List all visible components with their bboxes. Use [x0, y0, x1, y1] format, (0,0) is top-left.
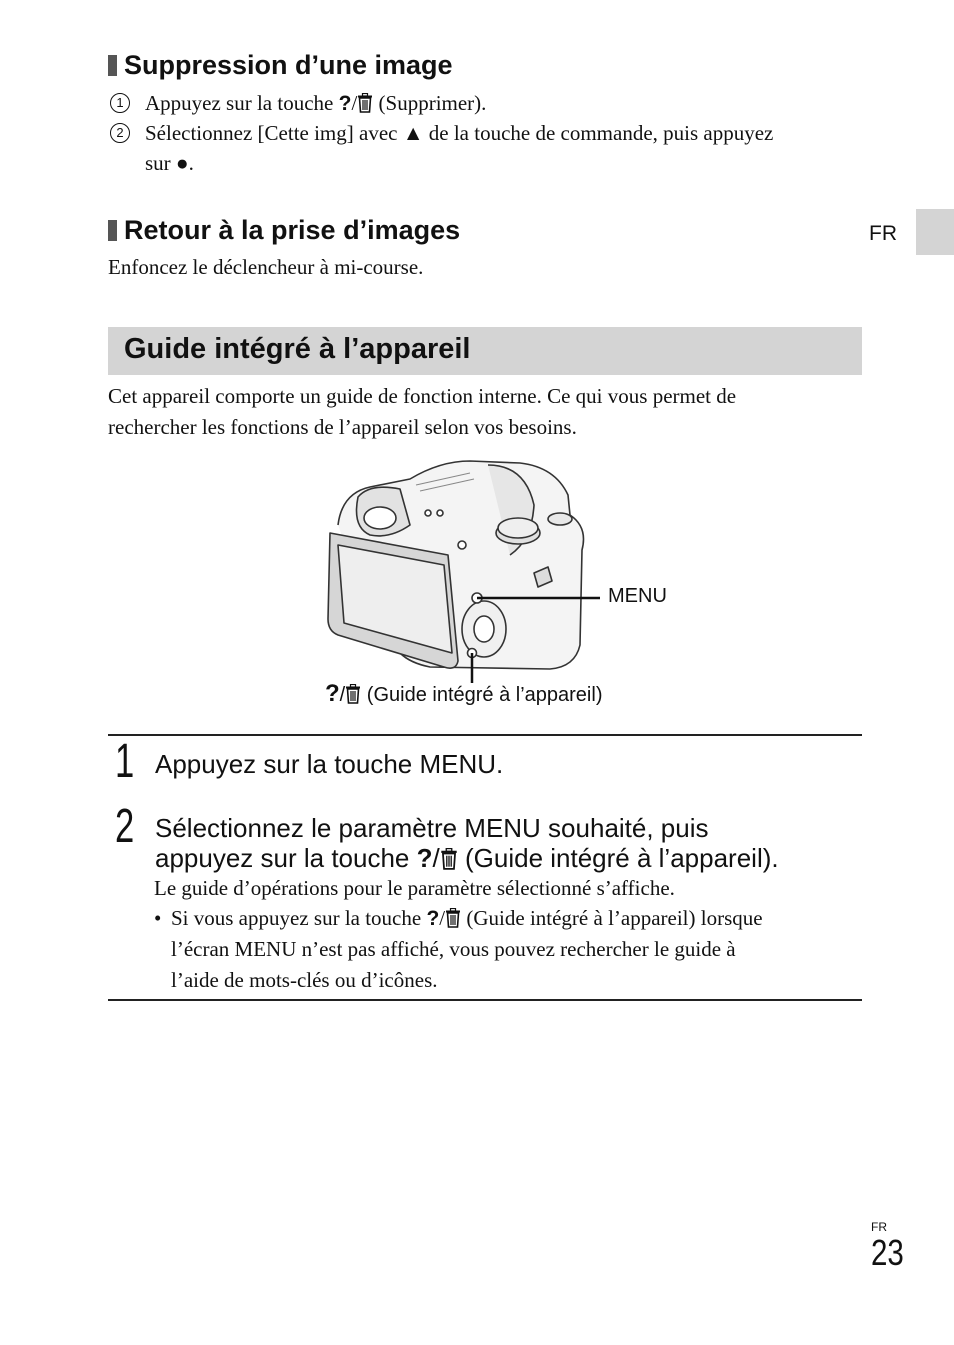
section-heading-delete-text: Suppression d’une image: [124, 50, 453, 80]
label-help-text: (Guide intégré à l’appareil): [366, 684, 603, 706]
step-2-title: [155, 813, 865, 873]
trash-icon: [440, 848, 458, 870]
icon-separator: /: [351, 91, 358, 115]
step-2-bullet: [154, 903, 864, 996]
help-icon: ?: [426, 907, 440, 930]
step-number-badge: 1: [110, 93, 130, 113]
step-1-number: 1: [115, 735, 135, 788]
step-2-number: 2: [115, 800, 135, 853]
help-icon: ?: [416, 843, 433, 873]
help-icon: ?: [325, 680, 340, 707]
bullet-line-3: l’aide de mots-clés ou d’icônes.: [171, 968, 438, 992]
bullet-marker: •: [154, 906, 162, 930]
icon-separator: /: [432, 843, 440, 873]
procedure-bottom-rule: [108, 999, 862, 1001]
help-icon: ?: [338, 92, 352, 115]
guide-intro: [108, 381, 868, 443]
delete-step-1: [110, 88, 870, 119]
delete-step-1-text-before: Appuyez sur la touche: [145, 91, 334, 115]
section-heading-return: [108, 215, 460, 245]
heading-marker: [108, 55, 117, 76]
return-instruction: Enfoncez le déclencheur à mi-course.: [108, 255, 424, 279]
step-number-badge: 2: [110, 123, 130, 143]
bullet-text-after: (Guide intégré à l’appareil) lorsque: [466, 906, 763, 930]
guide-intro-line-1: Cet appareil comporte un guide de fonction interne. Ce qui vous permet de: [108, 384, 737, 408]
banner-title: Guide intégré à l’appareil: [124, 333, 471, 365]
guide-intro-line-2: rechercher les fonctions de l’appareil selon vos besoins.: [108, 415, 577, 439]
label-help-button: [325, 680, 602, 708]
language-tab: [916, 209, 954, 255]
delete-step-2: [110, 118, 870, 178]
trash-icon: [445, 908, 461, 928]
label-menu-button: MENU: [608, 585, 667, 607]
step-2-title-line-1: Sélectionnez le paramètre MENU souhaité, puis: [155, 813, 709, 843]
delete-step-2-line-2: sur ●.: [145, 151, 194, 175]
bullet-line-2: l’écran MENU n’est pas affiché, vous pouvez rechercher le guide à: [171, 937, 736, 961]
step-2-title-after: (Guide intégré à l’appareil).: [464, 843, 779, 873]
step-2-title-before: appuyez sur la touche: [155, 843, 410, 873]
delete-step-2-line-1: Sélectionnez [Cette img] avec ▲ de la touche de commande, puis appuyez: [145, 121, 774, 145]
heading-marker: [108, 220, 117, 241]
section-banner: [108, 327, 862, 375]
delete-step-1-text-after: (Supprimer).: [378, 91, 487, 115]
language-label: FR: [869, 222, 897, 245]
section-heading-delete: [108, 50, 453, 80]
bullet-text-before: Si vous appuyez sur la touche: [171, 906, 422, 930]
icon-separator: /: [339, 684, 346, 706]
procedure-top-rule: [108, 734, 862, 736]
icon-separator: /: [439, 906, 446, 930]
step-2-note: Le guide d’opérations pour le paramètre sélectionné s’affiche.: [154, 876, 675, 900]
step-2-title-line-2: [155, 843, 865, 873]
footer-language: FR: [871, 1220, 887, 1234]
page-number: 23: [871, 1232, 904, 1273]
section-heading-return-text: Retour à la prise d’images: [124, 215, 461, 245]
trash-icon: [345, 684, 361, 704]
trash-icon: [357, 93, 373, 113]
bullet-line-1: [171, 903, 864, 934]
camera-illustration: [320, 455, 600, 685]
step-1-title: Appuyez sur la touche MENU.: [155, 749, 504, 779]
